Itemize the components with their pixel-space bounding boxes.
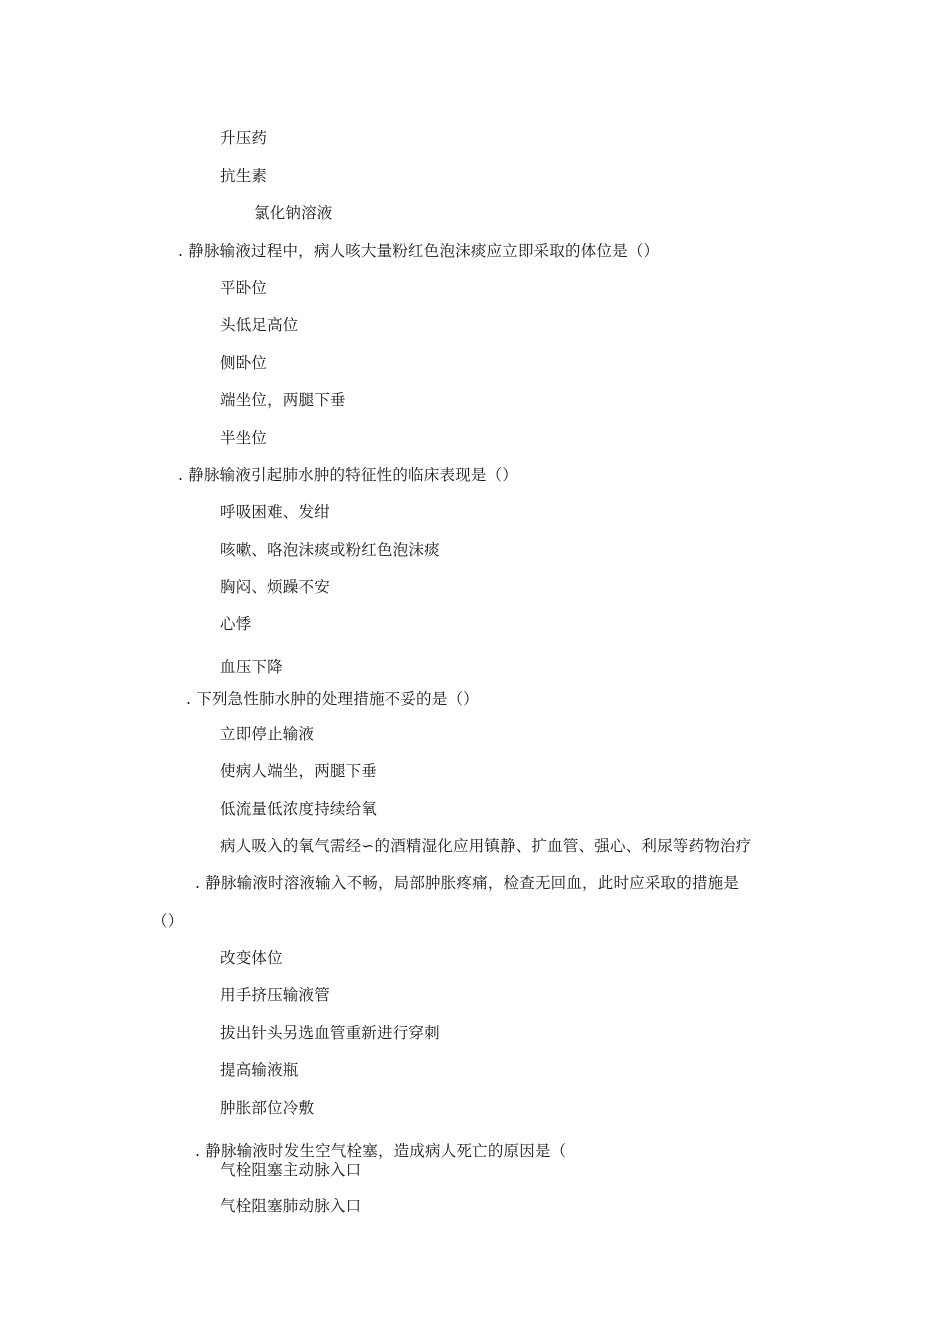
option-text: 改变体位 bbox=[220, 949, 283, 967]
option-text: 端坐位，两腿下垂 bbox=[220, 391, 346, 409]
question-text: . 静脉输液过程中，病人咳大量粉红色泡沫痰应立即采取的体位是（） bbox=[178, 242, 660, 260]
option-text: 氯化钠溶液 bbox=[254, 204, 333, 222]
option-text: 抗生素 bbox=[220, 167, 268, 185]
option-text: 气栓阻塞主动脉入口 bbox=[220, 1161, 362, 1179]
option-text: 用手挤压输液管 bbox=[220, 986, 330, 1004]
option-text: 立即停止输液 bbox=[220, 725, 315, 743]
option-text: 血压下降 bbox=[220, 658, 283, 676]
question-text-continued: （） bbox=[152, 912, 184, 930]
option-text: 气栓阻塞肺动脉入口 bbox=[220, 1197, 362, 1215]
question-text: . 静脉输液时发生空气栓塞，造成病人死亡的原因是（ bbox=[195, 1142, 567, 1160]
option-text: 咳嗽、咯泡沫痰或粉红色泡沫痰 bbox=[220, 541, 440, 559]
option-text: 呼吸困难、发绀 bbox=[220, 503, 330, 521]
option-text: 拔出针头另选血管重新进行穿刺 bbox=[220, 1024, 440, 1042]
option-text: 平卧位 bbox=[220, 279, 268, 297]
option-text: 升压药 bbox=[220, 129, 268, 147]
option-text: 肿胀部位冷敷 bbox=[220, 1099, 315, 1117]
option-text: 心悸 bbox=[220, 615, 252, 633]
option-text: 半坐位 bbox=[220, 429, 268, 447]
option-text: 侧卧位 bbox=[220, 354, 268, 372]
option-text: 病人吸入的氧气需经∽的酒精湿化应用镇静、扩血管、强心、利尿等药物治疗 bbox=[220, 837, 752, 855]
option-text: 胸闷、烦躁不安 bbox=[220, 578, 330, 596]
question-text: . 静脉输液引起肺水肿的特征性的临床表现是（） bbox=[178, 466, 518, 484]
option-text: 头低足高位 bbox=[220, 316, 299, 334]
option-text: 低流量低浓度持续给氧 bbox=[220, 800, 378, 818]
option-text: 使病人端坐，两腿下垂 bbox=[220, 762, 378, 780]
option-text: 提高输液瓶 bbox=[220, 1061, 299, 1079]
question-text: . 下列急性肺水肿的处理措施不妥的是（） bbox=[186, 690, 479, 708]
question-text: . 静脉输液时溶液输入不畅，局部肿胀疼痛，检查无回血，此时应采取的措施是 bbox=[195, 874, 740, 892]
